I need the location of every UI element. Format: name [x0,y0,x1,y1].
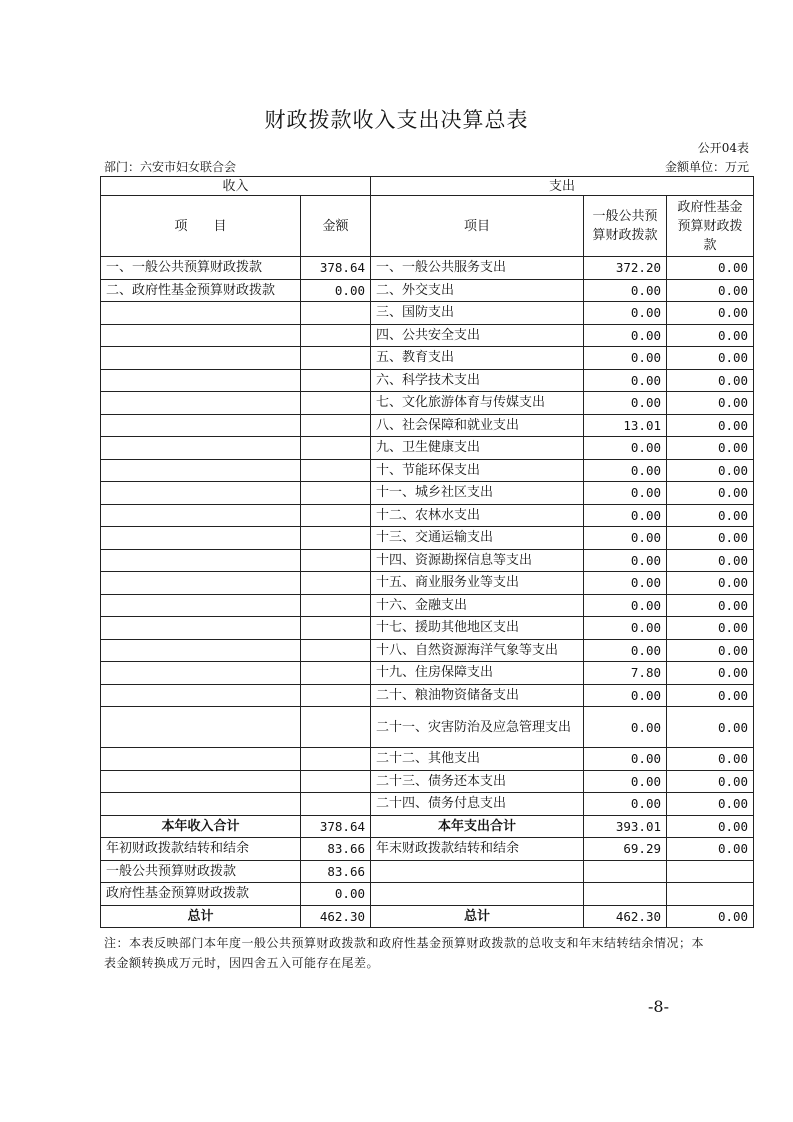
end-carryover-general: 69.29 [584,838,667,861]
expenditure-item-cell: 二十三、债务还本支出 [371,770,584,793]
general-budget-cell: 0.00 [584,549,667,572]
gov-fund-cell: 0.00 [667,594,754,617]
general-budget-cell: 0.00 [584,594,667,617]
begin-fund-label: 政府性基金预算财政拨款 [101,883,301,906]
begin-carryover-label: 年初财政拨款结转和结余 [101,838,301,861]
table-row [101,504,754,527]
expenditure-item-cell: 十三、交通运输支出 [371,527,584,550]
general-budget-cell: 0.00 [584,324,667,347]
expenditure-item-cell: 二十一、灾害防治及应急管理支出 [371,707,584,748]
empty-cell [667,860,754,883]
income-item-cell [101,437,301,460]
empty-cell [371,883,584,906]
income-amount-cell [301,527,371,550]
income-item-header: 项 目 [101,196,301,257]
expenditure-item-cell: 二十二、其他支出 [371,748,584,771]
empty-cell [667,883,754,906]
income-item-cell [101,369,301,392]
gov-fund-header: 政府性基金预算财政拨款 [667,196,754,257]
general-budget-cell: 13.01 [584,414,667,437]
header-row-2 [101,196,754,257]
income-amount-cell [301,594,371,617]
income-amount-cell [301,662,371,685]
expenditure-item-cell: 十、节能环保支出 [371,459,584,482]
begin-carryover-value: 83.66 [301,838,371,861]
table-row [101,527,754,550]
expenditure-item-cell: 十五、商业服务业等支出 [371,572,584,595]
gov-fund-cell: 0.00 [667,504,754,527]
expenditure-item-cell: 十六、金融支出 [371,594,584,617]
income-item-cell [101,684,301,707]
empty-cell [371,860,584,883]
footnote: 注：本表反映部门本年度一般公共预算财政拨款和政府性基金预算财政拨款的总收支和年末结转结余情况；本表金额转换成万元时，因四舍五入可能存在尾差。 [104,936,705,970]
income-item-cell [101,594,301,617]
exp-total-general: 393.01 [584,815,667,838]
income-item-cell [101,324,301,347]
gov-fund-cell: 0.00 [667,684,754,707]
table-row [101,279,754,302]
income-total-label: 本年收入合计 [101,815,301,838]
expenditure-item-cell: 十四、资源勘探信息等支出 [371,549,584,572]
end-carryover-label: 年末财政拨款结转和结余 [371,838,584,861]
income-amount-cell [301,414,371,437]
unit-label: 金额单位：万元 [664,160,749,174]
general-budget-cell: 0.00 [584,504,667,527]
income-amount-cell [301,369,371,392]
income-item-cell [101,414,301,437]
general-budget-cell: 0.00 [584,572,667,595]
income-item-cell [101,504,301,527]
income-item-cell: 二、政府性基金预算财政拨款 [101,279,301,302]
table-row [101,459,754,482]
table-row [101,639,754,662]
general-budget-cell: 0.00 [584,639,667,662]
gov-fund-cell: 0.00 [667,549,754,572]
general-budget-cell: 0.00 [584,684,667,707]
income-amount-cell [301,347,371,370]
grand-total-income-value: 462.30 [301,905,371,928]
expenditure-item-cell: 十二、农林水支出 [371,504,584,527]
income-amount-cell [301,793,371,816]
income-amount-cell [301,482,371,505]
general-budget-cell: 0.00 [584,482,667,505]
gov-fund-cell: 0.00 [667,617,754,640]
general-budget-cell: 0.00 [584,279,667,302]
gov-fund-cell: 0.00 [667,279,754,302]
gov-fund-cell: 0.00 [667,392,754,415]
income-amount-cell: 0.00 [301,279,371,302]
income-amount-cell [301,302,371,325]
gov-fund-cell: 0.00 [667,527,754,550]
annual-total-row [101,815,754,838]
table-row [101,392,754,415]
income-item-cell [101,392,301,415]
income-item-cell [101,617,301,640]
gov-fund-cell: 0.00 [667,347,754,370]
income-item-cell [101,302,301,325]
table-row [101,324,754,347]
table-row [101,684,754,707]
gov-fund-cell: 0.00 [667,369,754,392]
income-amount-cell [301,617,371,640]
expenditure-item-cell: 三、国防支出 [371,302,584,325]
begin-fund-row [101,883,754,906]
table-row [101,302,754,325]
page-title: 财政拨款收入支出决算总表 [264,108,529,132]
expenditure-item-cell: 十七、援助其他地区支出 [371,617,584,640]
table-row [101,707,754,748]
general-budget-cell: 0.00 [584,527,667,550]
gov-fund-cell: 0.00 [667,572,754,595]
income-item-cell [101,482,301,505]
budget-table [100,176,754,928]
gov-fund-cell: 0.00 [667,302,754,325]
income-item-cell [101,527,301,550]
income-item-cell [101,793,301,816]
table-row [101,437,754,460]
form-number: 公开04表 [697,141,749,155]
income-item-cell [101,572,301,595]
expenditure-item-cell: 十九、住房保障支出 [371,662,584,685]
expenditure-item-cell: 五、教育支出 [371,347,584,370]
gov-fund-cell: 0.00 [667,639,754,662]
begin-general-label: 一般公共预算财政拨款 [101,860,301,883]
general-budget-cell: 0.00 [584,770,667,793]
table-row [101,347,754,370]
gov-fund-cell: 0.00 [667,707,754,748]
expenditure-item-cell: 二十四、债务付息支出 [371,793,584,816]
income-amount-cell: 378.64 [301,257,371,280]
income-header: 收入 [101,177,371,196]
income-item-cell [101,748,301,771]
general-budget-cell: 0.00 [584,369,667,392]
income-amount-cell [301,707,371,748]
begin-general-row [101,860,754,883]
income-item-cell [101,549,301,572]
general-budget-cell: 0.00 [584,707,667,748]
expenditure-item-cell: 二十、粮油物资储备支出 [371,684,584,707]
end-carryover-fund: 0.00 [667,838,754,861]
gov-fund-cell: 0.00 [667,414,754,437]
empty-cell [584,883,667,906]
general-budget-cell: 0.00 [584,748,667,771]
general-budget-cell: 0.00 [584,437,667,460]
income-item-cell [101,459,301,482]
table-row [101,594,754,617]
header-row-1 [101,177,754,196]
general-budget-cell: 0.00 [584,392,667,415]
gov-fund-cell: 0.00 [667,793,754,816]
table-row [101,257,754,280]
exp-total-label: 本年支出合计 [371,815,584,838]
income-item-cell [101,707,301,748]
expenditure-item-cell: 八、社会保障和就业支出 [371,414,584,437]
income-amount-cell [301,639,371,662]
table-row [101,748,754,771]
gov-fund-cell: 0.00 [667,324,754,347]
table-row [101,572,754,595]
grand-total-fund: 0.00 [667,905,754,928]
table-row [101,482,754,505]
income-amount-header: 金额 [301,196,371,257]
expenditure-item-cell: 一、一般公共服务支出 [371,257,584,280]
income-item-cell [101,347,301,370]
gov-fund-cell: 0.00 [667,770,754,793]
grand-total-general: 462.30 [584,905,667,928]
income-amount-cell [301,770,371,793]
exp-total-fund: 0.00 [667,815,754,838]
general-budget-cell: 0.00 [584,347,667,370]
table-row [101,369,754,392]
expenditure-item-cell: 十八、自然资源海洋气象等支出 [371,639,584,662]
expenditure-item-header: 项目 [371,196,584,257]
table-row [101,549,754,572]
income-amount-cell [301,748,371,771]
table-row [101,414,754,437]
income-item-cell [101,662,301,685]
general-budget-cell: 0.00 [584,459,667,482]
begin-general-value: 83.66 [301,860,371,883]
general-budget-cell: 0.00 [584,617,667,640]
expenditure-header: 支出 [371,177,754,196]
general-budget-cell: 0.00 [584,302,667,325]
income-item-cell: 一、一般公共预算财政拨款 [101,257,301,280]
grand-total-exp-label: 总计 [371,905,584,928]
carryover-row [101,838,754,861]
expenditure-item-cell: 九、卫生健康支出 [371,437,584,460]
gov-fund-cell: 0.00 [667,482,754,505]
income-item-cell [101,770,301,793]
income-amount-cell [301,437,371,460]
general-budget-cell: 372.20 [584,257,667,280]
income-amount-cell [301,549,371,572]
expenditure-item-cell: 四、公共安全支出 [371,324,584,347]
begin-fund-value: 0.00 [301,883,371,906]
expenditure-item-cell: 七、文化旅游体育与传媒支出 [371,392,584,415]
income-amount-cell [301,459,371,482]
expenditure-item-cell: 十一、城乡社区支出 [371,482,584,505]
general-budget-header: 一般公共预算财政拨款 [584,196,667,257]
income-amount-cell [301,324,371,347]
general-budget-cell: 7.80 [584,662,667,685]
page-number: -8- [648,997,669,1016]
general-budget-cell: 0.00 [584,793,667,816]
gov-fund-cell: 0.00 [667,662,754,685]
income-amount-cell [301,572,371,595]
income-amount-cell [301,684,371,707]
table-row [101,617,754,640]
gov-fund-cell: 0.00 [667,748,754,771]
gov-fund-cell: 0.00 [667,257,754,280]
table-row [101,770,754,793]
empty-cell [584,860,667,883]
income-item-cell [101,639,301,662]
income-amount-cell [301,392,371,415]
grand-total-row [101,905,754,928]
gov-fund-cell: 0.00 [667,459,754,482]
income-amount-cell [301,504,371,527]
gov-fund-cell: 0.00 [667,437,754,460]
grand-total-income-label: 总计 [101,905,301,928]
department-label: 部门：六安市妇女联合会 [104,160,237,174]
expenditure-item-cell: 二、外交支出 [371,279,584,302]
table-row [101,662,754,685]
expenditure-item-cell: 六、科学技术支出 [371,369,584,392]
income-total-value: 378.64 [301,815,371,838]
table-row [101,793,754,816]
